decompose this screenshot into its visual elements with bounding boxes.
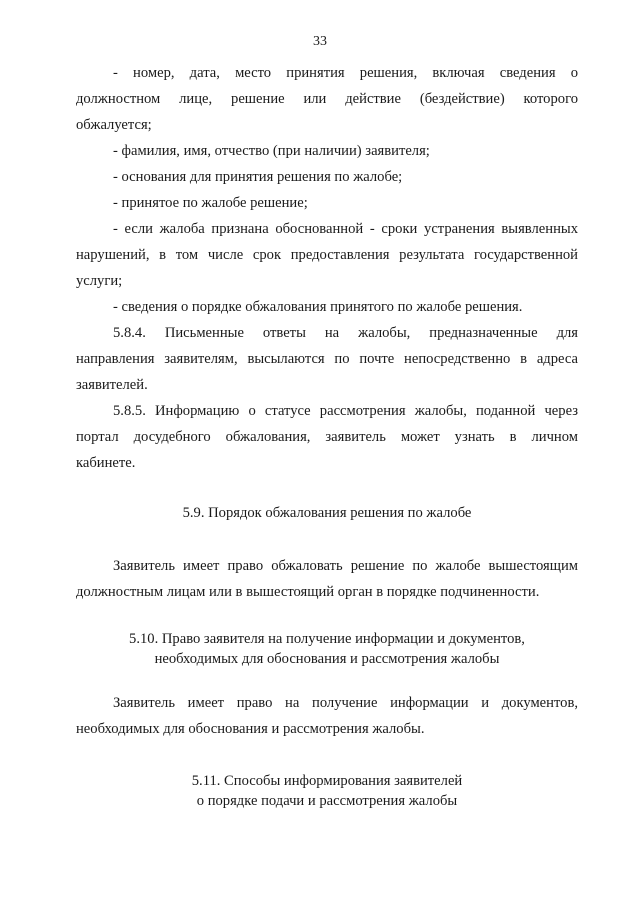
list-item bbox=[76, 138, 578, 164]
section-5-10-heading bbox=[76, 629, 578, 669]
paragraph-5-8-5 bbox=[76, 398, 578, 476]
section-heading-line: 5.11. Способы информирования заявителей bbox=[191, 773, 463, 789]
section-5-11-heading bbox=[76, 771, 578, 811]
paragraph-5-8-4 bbox=[76, 320, 578, 398]
list-item-line: - если жалоба признана обоснованной - сроки устранения выявленных bbox=[113, 221, 578, 237]
list-item bbox=[76, 190, 578, 216]
list-item-line: услуги; bbox=[76, 273, 123, 289]
paragraph-line: портал досудебного обжалования, заявитель может узнать в личном bbox=[76, 429, 578, 445]
paragraph-line: Заявитель имеет право на получение информации и документов, bbox=[113, 695, 578, 711]
list-item-line: - сведения о порядке обжалования принятого по жалобе решения. bbox=[113, 299, 523, 315]
list-item bbox=[76, 60, 578, 138]
section-5-9-paragraph bbox=[76, 553, 578, 605]
section-heading: 5.9. Порядок обжалования решения по жалобе bbox=[182, 505, 472, 521]
section-heading-line: необходимых для обоснования и рассмотрения жалобы bbox=[154, 651, 500, 667]
list-item-line: - фамилия, имя, отчество (при наличии) заявителя; bbox=[113, 143, 430, 159]
paragraph-line: 5.8.4. Письменные ответы на жалобы, предназначенные для bbox=[113, 325, 578, 341]
list-item-line: нарушений, в том числе срок предоставления результата государственной bbox=[76, 247, 578, 263]
list-item-line: - номер, дата, место принятия решения, включая сведения о bbox=[113, 65, 578, 81]
paragraph-line: необходимых для обоснования и рассмотрения жалобы. bbox=[76, 721, 425, 737]
list-item bbox=[76, 294, 578, 320]
paragraph-line: направления заявителям, высылаются по почте непосредственно в адреса bbox=[76, 351, 578, 367]
paragraph-line: 5.8.5. Информацию о статусе рассмотрения жалобы, поданной через bbox=[113, 403, 578, 419]
list-item bbox=[76, 216, 578, 294]
paragraph-line: должностным лицам или в вышестоящий орган в порядке подчиненности. bbox=[76, 584, 540, 600]
list-item-line: - принятое по жалобе решение; bbox=[113, 195, 308, 211]
section-5-10-paragraph bbox=[76, 690, 578, 742]
page-number: 33 bbox=[313, 34, 327, 49]
section-5-9-heading bbox=[76, 500, 578, 526]
section-heading-line: о порядке подачи и рассмотрения жалобы bbox=[196, 793, 458, 809]
section-heading-line: 5.10. Право заявителя на получение информации и документов, bbox=[129, 631, 525, 647]
list-item-line: должностном лице, решение или действие (бездействие) которого bbox=[76, 91, 578, 107]
list-item-line: обжалуется; bbox=[76, 117, 152, 133]
paragraph-line: заявителей. bbox=[76, 377, 148, 393]
complaint-decision-contents-list bbox=[76, 60, 578, 476]
list-item-line: - основания для принятия решения по жалобе; bbox=[113, 169, 403, 185]
paragraph-line: Заявитель имеет право обжаловать решение по жалобе вышестоящим bbox=[113, 558, 578, 574]
paragraph-line: кабинете. bbox=[76, 455, 136, 471]
list-item bbox=[76, 164, 578, 190]
